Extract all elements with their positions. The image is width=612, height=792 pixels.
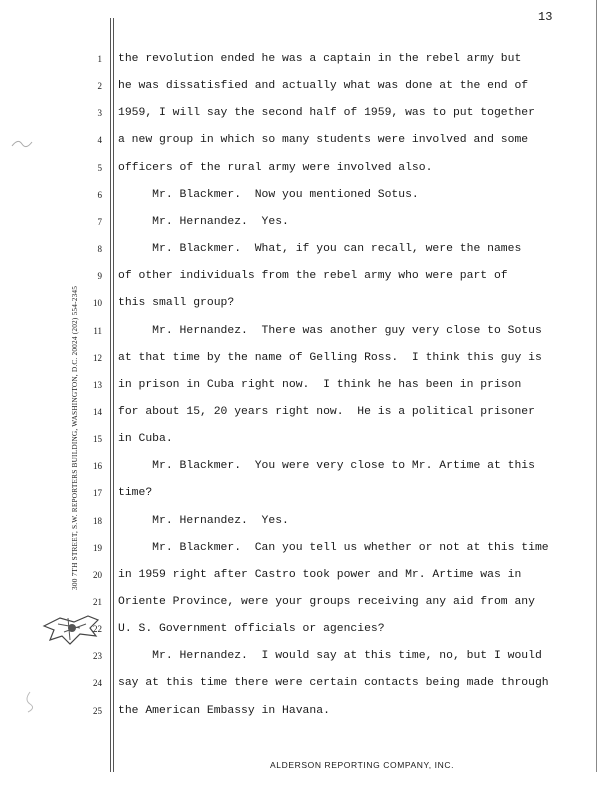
line-number: 23 [93,651,102,661]
line-number: 7 [97,217,102,227]
transcript-line: he was dissatisfied and actually what was done at the end of [118,80,529,92]
transcript-line: this small group? [118,297,235,309]
transcript-line: of other individuals from the rebel army who were part of [118,270,508,282]
line-number: 5 [97,163,102,173]
transcript-line: U. S. Government officials or agencies? [118,623,385,635]
transcript-line: Mr. Blackmer. Can you tell us whether or not at this time [118,542,549,554]
transcript-line: time? [118,487,153,499]
transcript-line: Oriente Province, were your groups receiving any aid from any [118,596,535,608]
line-number: 8 [97,244,102,254]
transcript-line: Mr. Hernandez. I would say at this time, no, but I would [118,650,542,662]
transcript-line: Mr. Blackmer. Now you mentioned Sotus. [118,189,419,201]
line-number: 4 [97,135,102,145]
reporter-address-sidebar [62,154,78,590]
transcript-line: 1959, I will say the second half of 1959, was to put together [118,107,535,119]
line-number: 24 [93,678,102,688]
line-number: 16 [93,461,102,471]
line-number: 9 [97,271,102,281]
line-number: 3 [97,108,102,118]
line-number: 15 [93,434,102,444]
transcript-line: Mr. Blackmer. What, if you can recall, were the names [118,243,522,255]
line-number: 11 [93,326,102,336]
transcript-line: a new group in which so many students were involved and some [118,134,529,146]
transcript-line: in 1959 right after Castro took power and Mr. Artime was in [118,569,522,581]
reporter-address-text: 300 7TH STREET, S.W. REPORTERS BUILDING, WASHINGTON, D.C. 20024 (202) 554-2345 [70,285,79,590]
transcript-line: the revolution ended he was a captain in the rebel army but [118,53,522,65]
transcript-line: Mr. Hernandez. There was another guy very close to Sotus [118,325,542,337]
line-number: 21 [93,597,102,607]
line-number: 20 [93,570,102,580]
line-number: 14 [93,407,102,417]
transcript-line: in prison in Cuba right now. I think he has been in prison [118,379,522,391]
line-number: 10 [93,298,102,308]
line-number: 18 [93,516,102,526]
transcript-line: Mr. Hernandez. Yes. [118,515,289,527]
line-number: 13 [93,380,102,390]
left-margin-rule-inner [113,18,114,772]
line-number: 25 [93,706,102,716]
page-number: 13 [538,10,553,24]
line-number: 6 [97,190,102,200]
line-number: 19 [93,543,102,553]
transcript-line: officers of the rural army were involved also. [118,162,433,174]
transcript-line: the American Embassy in Havana. [118,705,330,717]
transcript-line: say at this time there were certain contacts being made through [118,677,549,689]
transcript-line: for about 15, 20 years right now. He is a political prisoner [118,406,535,418]
line-number: 22 [93,624,102,634]
transcript-line: in Cuba. [118,433,173,445]
line-number: 17 [93,488,102,498]
line-number: 12 [93,353,102,363]
transcript-line: Mr. Blackmer. You were very close to Mr. Artime at this [118,460,535,472]
left-margin-rule [110,18,111,772]
line-number: 1 [97,54,102,64]
paper-blemish [22,690,38,714]
transcript-line: Mr. Hernandez. Yes. [118,216,289,228]
paper-blemish [10,136,34,152]
transcript-line: at that time by the name of Gelling Ross. I think this guy is [118,352,542,364]
line-number: 2 [97,81,102,91]
reporting-company-footer: ALDERSON REPORTING COMPANY, INC. [270,760,455,770]
